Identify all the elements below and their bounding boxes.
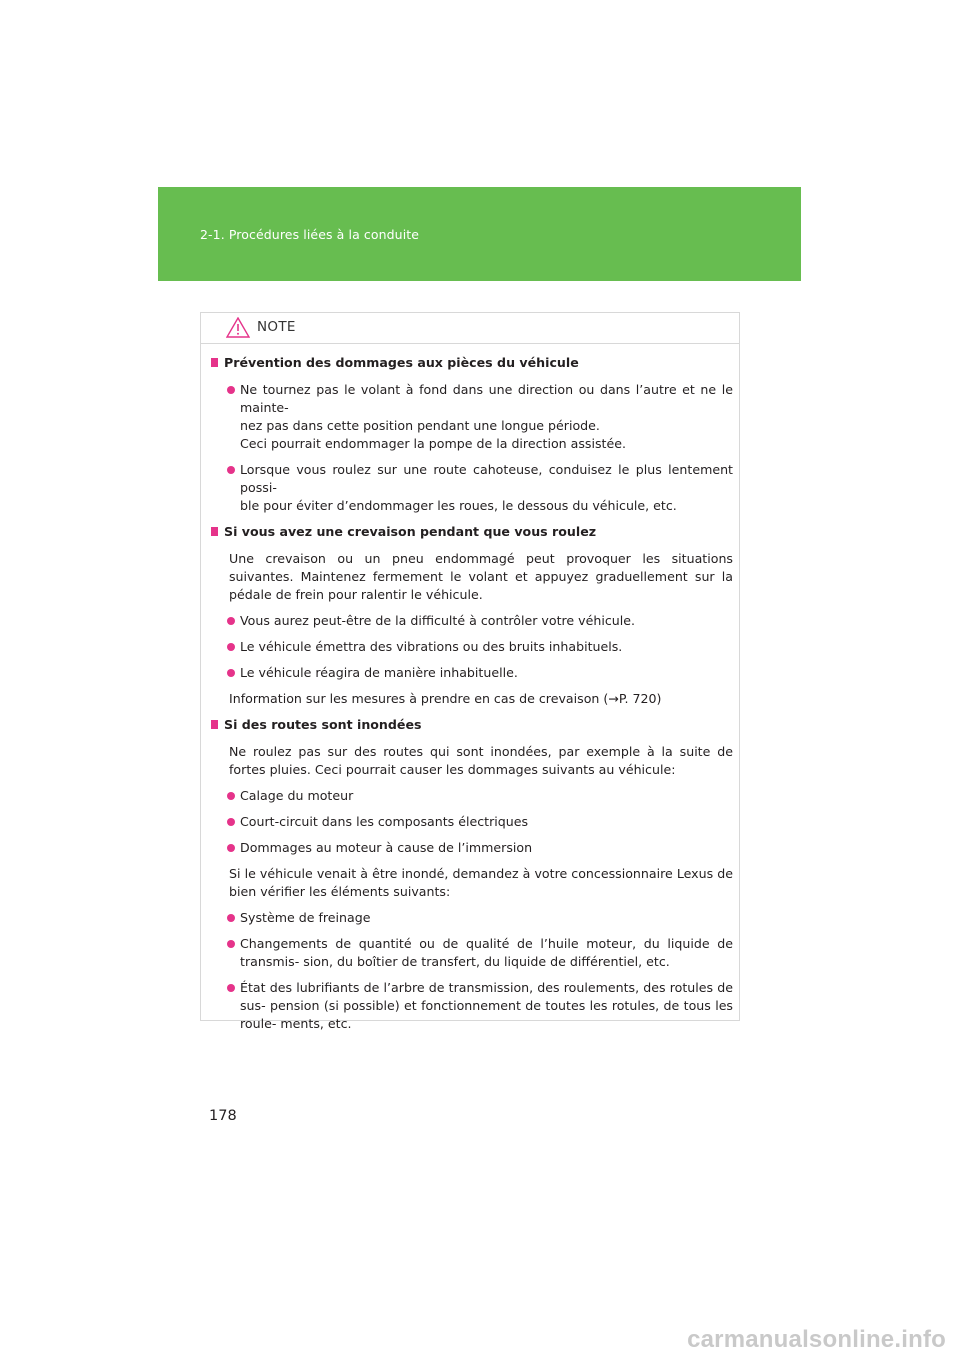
paragraph: Une crevaison ou un pneu endommagé peut provoquer les situations suivantes. Maintenez fermement le volant et appuyez graduellement sur la pédale de frein pour ralentir le véhicule. <box>229 551 733 602</box>
section-heading: Si vous avez une crevaison pendant que vous roulez <box>211 523 733 541</box>
list-item: Changements de quantité ou de qualité de l’huile moteur, du liquide de transmis- sion, du boîtier de transfert, du liquide de différentiel, etc. <box>227 935 733 971</box>
paragraph: Si le véhicule venait à être inondé, demandez à votre concessionnaire Lexus de bien vérifier les éléments suivants: <box>229 866 733 899</box>
round-bullet-icon <box>227 818 235 826</box>
page-number: 178 <box>209 1108 237 1124</box>
list-item: Système de freinage <box>227 909 733 927</box>
section-title: 2-1. Procédures liées à la conduite <box>200 227 420 242</box>
round-bullet-icon <box>227 984 235 992</box>
list-item: Ne tournez pas le volant à fond dans une direction ou dans l’autre et ne le mainte- nez pas dans cette position pendant une longue période. Ceci pourrait endommager la pompe de la direction assistée. <box>227 381 733 453</box>
list-item: Court-circuit dans les composants électriques <box>227 813 733 831</box>
warning-triangle-icon <box>226 317 250 338</box>
list-item: Calage du moteur <box>227 787 733 805</box>
list-item: Vous aurez peut-être de la difficulté à contrôler votre véhicule. <box>227 612 733 630</box>
round-bullet-icon <box>227 617 235 625</box>
round-bullet-icon <box>227 844 235 852</box>
note-header <box>201 313 739 344</box>
note-box <box>200 312 740 1031</box>
note-label: NOTE <box>257 319 296 335</box>
list-item: État des lubrifiants de l’arbre de transmission, des roulements, des rotules de sus- pension (si possible) et fonctionnement de toutes les rotules, de tous les roule- ments, etc. <box>227 979 733 1033</box>
section-heading: Prévention des dommages aux pièces du véhicule <box>211 354 733 372</box>
round-bullet-icon <box>227 669 235 677</box>
list-item: Le véhicule réagira de manière inhabituelle. <box>227 664 733 682</box>
square-bullet-icon <box>211 527 218 536</box>
paragraph: Information sur les mesures à prendre en cas de crevaison (→P. 720) <box>229 691 662 706</box>
paragraph: Ne roulez pas sur des routes qui sont inondées, par exemple à la suite de fortes pluies. Ceci pourrait causer les dommages suivants au véhicule: <box>229 744 733 777</box>
list-item: Lorsque vous roulez sur une route cahoteuse, conduisez le plus lentement possi- ble pour éviter d’endommager les roues, le dessous du véhicule, etc. <box>227 461 733 515</box>
round-bullet-icon <box>227 940 235 948</box>
header-band <box>158 187 801 281</box>
list-item: Dommages au moteur à cause de l’immersion <box>227 839 733 857</box>
round-bullet-icon <box>227 386 235 394</box>
list-item: Le véhicule émettra des vibrations ou des bruits inhabituels. <box>227 638 733 656</box>
square-bullet-icon <box>211 720 218 729</box>
round-bullet-icon <box>227 792 235 800</box>
round-bullet-icon <box>227 643 235 651</box>
round-bullet-icon <box>227 914 235 922</box>
round-bullet-icon <box>227 466 235 474</box>
square-bullet-icon <box>211 358 218 367</box>
watermark: carmanualsonline.info <box>687 1326 946 1353</box>
section-heading: Si des routes sont inondées <box>211 716 733 734</box>
note-body <box>201 344 739 1033</box>
